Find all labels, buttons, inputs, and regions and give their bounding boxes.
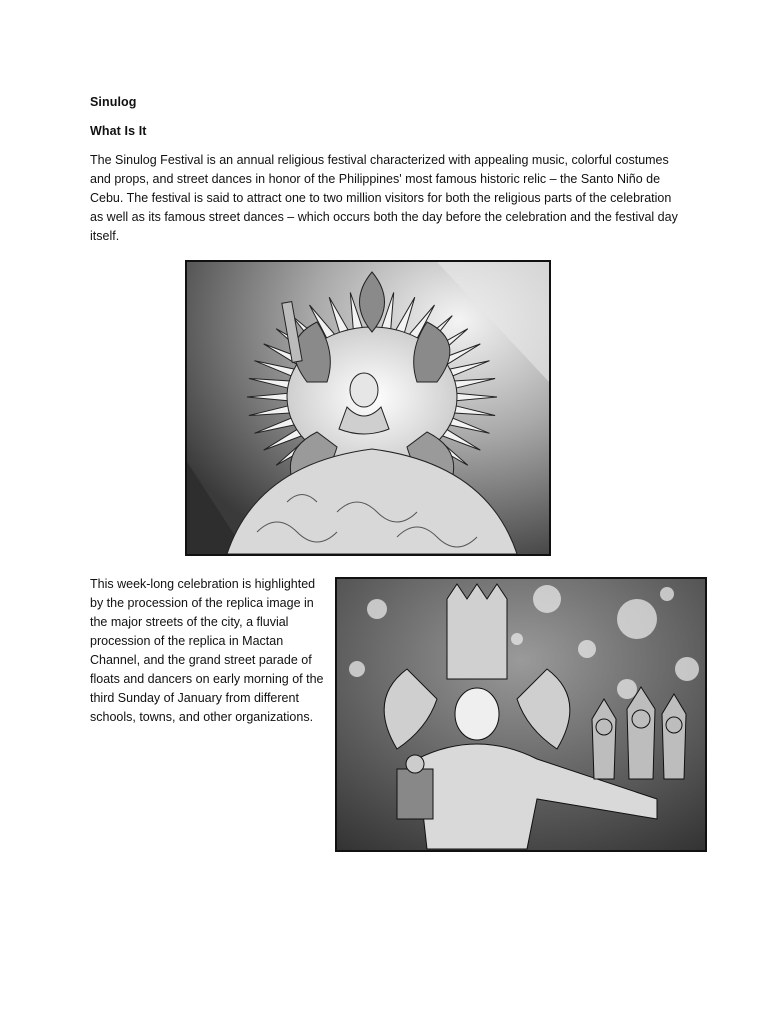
document-title: Sinulog <box>90 95 137 109</box>
section-heading: What Is It <box>90 124 147 138</box>
sinulog-dancers-illustration <box>335 577 707 852</box>
sinulog-dancers-drawing <box>337 579 705 850</box>
santo-nino-illustration <box>185 260 551 556</box>
side-paragraph: This week-long celebration is highlighted by the procession of the replica image in the major streets of the city, a fluvial procession of the replica in Mactan Channel, and the grand street parade of floats and dancers on early morning of the third Sunday of January from different schools, towns, and other organizations. <box>90 577 324 724</box>
intro-paragraph: The Sinulog Festival is an annual religious festival characterized with appealing music, colorful costumes and props, and street dances in honor of the Philippines' most famous historic relic – the Santo Niño de Cebu. The festival is said to attract one to two million visitors for both the religious parts of the celebration as well as its famous street dances – which occurs both the day before the celebration and the festival day itself. <box>90 153 678 243</box>
santo-nino-drawing <box>187 262 549 554</box>
